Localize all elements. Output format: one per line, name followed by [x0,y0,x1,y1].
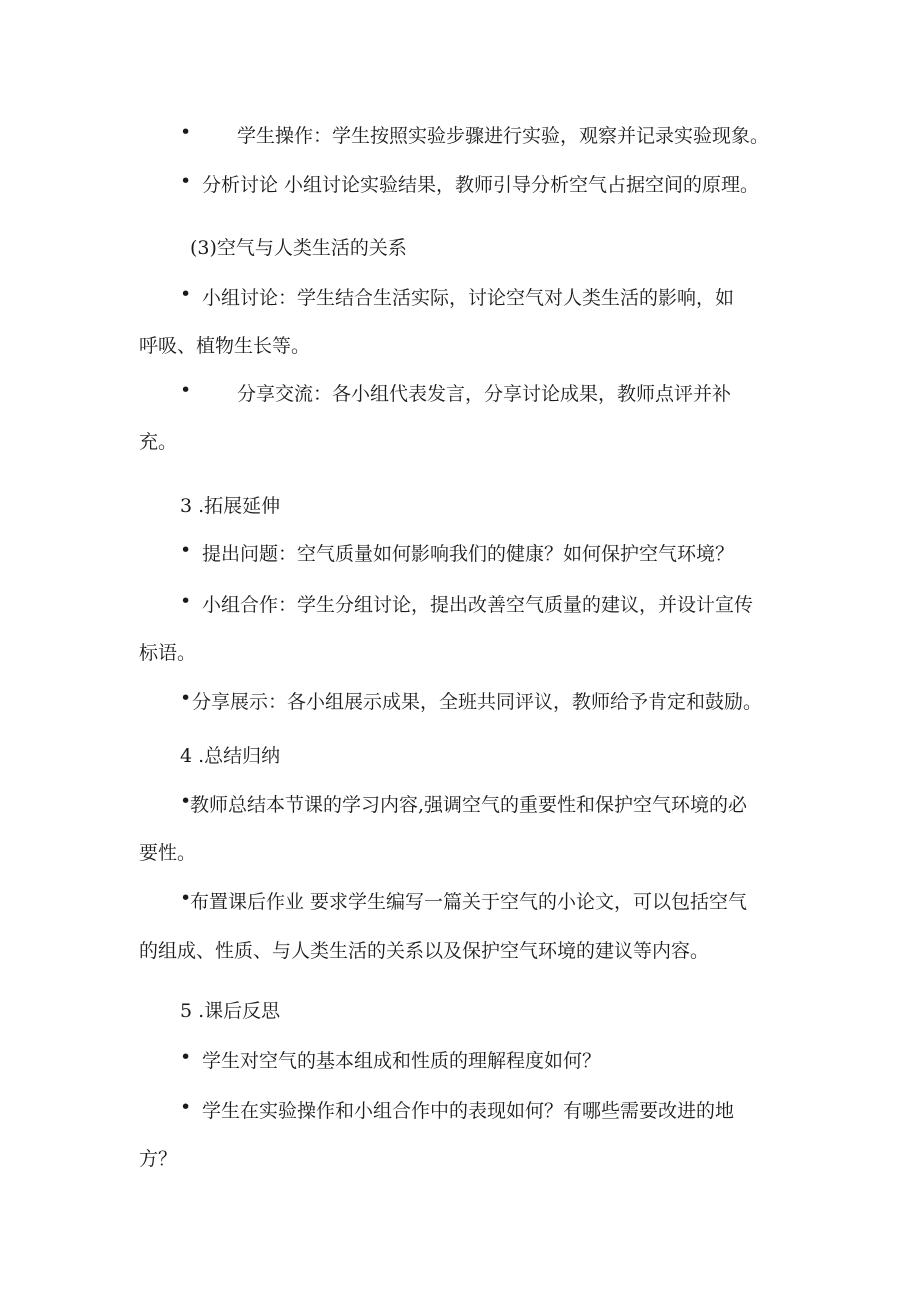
bullet-marker: • [180,1046,192,1068]
bullet-marker: • [180,379,192,401]
list-item: 分享交流：各小组代表发言，分享讨论成果，教师点评并补 [237,383,732,405]
list-item: 学生对空气的基本组成和性质的理解程度如何？ [202,1050,602,1072]
bullet-marker: • [180,539,192,561]
bullet-marker: • [180,790,192,812]
list-item [202,170,759,197]
list-item: 小组合作：学生分组讨论，提出改善空气质量的建议，并设计宣传 [202,594,754,616]
list-item [190,887,747,914]
list-item-continuation: 充。 [139,431,178,453]
bullet-marker: • [180,283,192,305]
item-label: 学生操作： [237,125,333,147]
section-heading: 3 .拓展延伸 [180,495,281,517]
list-item: 小组讨论：学生结合生活实际，讨论空气对人类生活的影响，如 [202,287,735,309]
item-label: 布置课后作业 [190,891,305,913]
bullet-marker: • [180,590,192,612]
list-item-continuation: 标语。 [139,642,197,664]
list-item-continuation: 方？ [139,1148,178,1170]
bullet-marker: • [180,887,192,909]
bullet-marker: • [180,1096,192,1118]
list-item-continuation: 呼吸、植物生长等。 [139,335,311,357]
list-item: 分享展示：各小组展示成果，全班共同评议，教师给予肯定和鼓励。 [192,691,763,713]
list-item: 学生在实验操作和小组合作中的表现如何？有哪些需要改进的地 [202,1100,735,1122]
list-item [237,121,769,148]
subsection-heading: (3)空气与人类生活的关系 [190,237,407,259]
list-item-continuation: 的组成、性质、与人类生活的关系以及保护空气环境的建议等内容。 [139,940,710,962]
bullet-marker: • [180,170,192,192]
list-item: 教师总结本节课的学习内容,强调空气的重要性和保护空气环境的必 [190,794,748,816]
item-text: 小组讨论实验结果，教师引导分析空气占据空间的原理。 [284,174,760,196]
section-heading: 5 .课后反思 [180,1000,281,1022]
item-label: 分析讨论 [202,174,279,196]
list-item-continuation: 要性。 [139,842,197,864]
section-heading: 4 .总结归纳 [180,745,281,767]
item-text: 要求学生编写一篇关于空气的小论文，可以包括空气 [310,891,748,913]
bullet-marker: • [180,687,192,709]
bullet-marker: • [180,121,192,143]
list-item: 提出问题：空气质量如何影响我们的健康？如何保护空气环境？ [202,543,735,565]
item-text: 学生按照实验步骤进行实验，观察并记录实验现象。 [332,125,770,147]
